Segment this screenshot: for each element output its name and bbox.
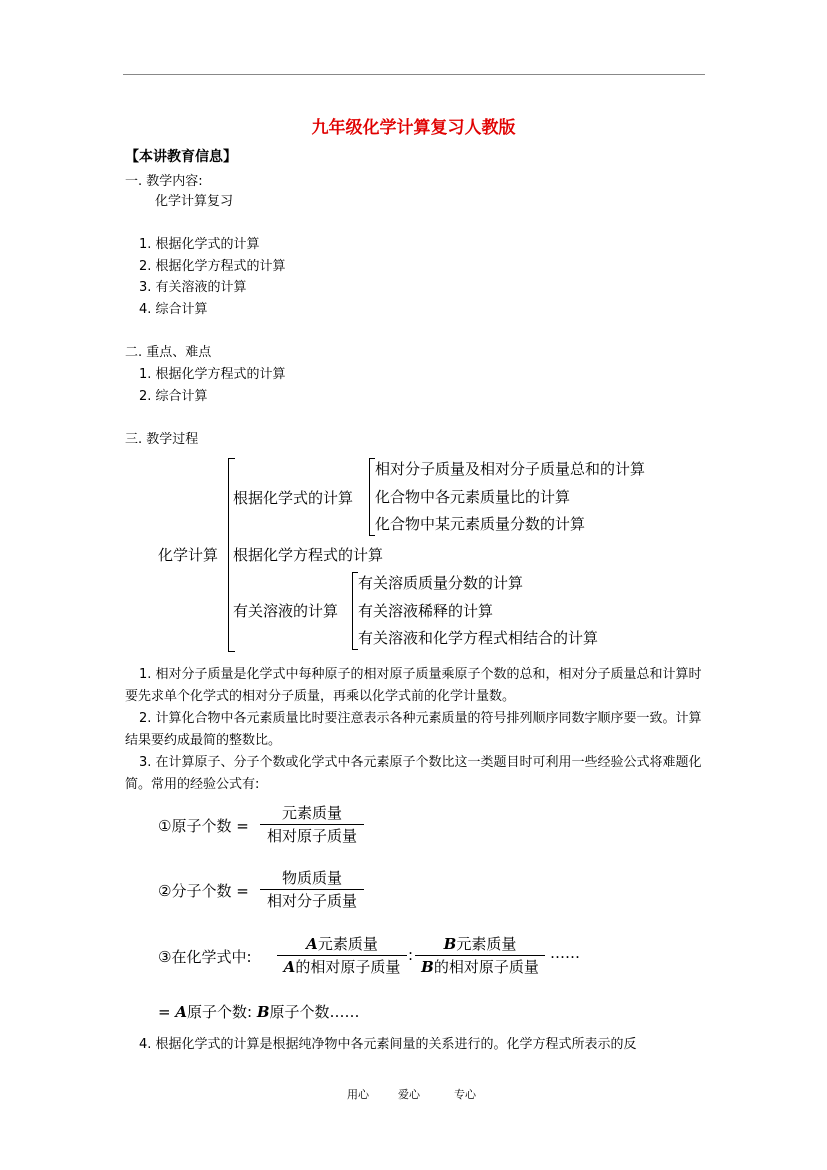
section-3-label: 三. 教学过程 [125,432,199,447]
formula-2-denominator: 相对分子质量 [266,892,357,910]
formula-3-ellipsis: …… [550,944,580,962]
formula-2-numerator: 物质质量 [260,867,364,890]
formula-3-b-numerator: 元素质量 [456,935,517,953]
element-b-symbol: B [421,958,434,976]
element-a-symbol: A [306,935,318,953]
section-2-label: 二. 重点、难点 [125,345,212,360]
formula-1-fraction [260,802,364,847]
list-item: 3. 有关溶液的计算 [139,280,247,295]
formula-4-b-text: 原子个数…… [269,1003,360,1021]
tree-branch-formula: 根据化学式的计算 [233,489,354,507]
equals-sign: = [158,1003,171,1021]
element-b-symbol: B [256,1003,270,1021]
list-item: 1. 根据化学方程式的计算 [139,367,286,382]
list-item: 2. 综合计算 [139,389,208,404]
tree-branch-equation: 根据化学方程式的计算 [233,546,384,564]
tree-leaf: 有关溶液和化学方程式相结合的计算 [358,629,599,647]
formula-2-lhs: ②分子个数 = [158,882,249,900]
formula-3-a-numerator: 元素质量 [317,935,378,953]
formula-1-numerator: 元素质量 [260,802,364,825]
tree-root: 化学计算 [158,546,219,564]
paragraph-4: 4. 根据化学式的计算是根据纯净物中各元素间量的关系进行的。化学方程式所表示的反 [139,1037,637,1052]
footer-text: 专心 [454,1088,476,1101]
section-header: 【本讲教育信息】 [125,149,237,165]
tree-leaf: 相对分子质量及相对分子质量总和的计算 [375,460,646,478]
section-1-label: 一. 教学内容: [125,174,203,189]
section-1-sub: 化学计算复习 [155,194,234,209]
paragraph-3: 3. 在计算原子、分子个数或化学式中各元素原子个数比这一类题目时可利用一些经验公式将难题化简。常用的经验公式有: [125,755,702,792]
element-b-symbol: B [443,935,457,953]
header-rule [123,74,705,75]
paragraph-1: 1. 相对分子质量是化学式中每种原子的相对原子质量乘原子个数的总和，相对分子质量总和计算时要先求单个化学式的相对分子质量，再乘以化学式前的化学计量数。 [125,667,702,704]
formula-3-fraction-b [415,933,545,978]
element-a-symbol: A [283,958,296,976]
tree-leaf: 化合物中各元素质量比的计算 [375,488,571,506]
footer-text: 爱心 [398,1088,420,1101]
document-title: 九年级化学计算复习人教版 [311,118,516,138]
formula-3-a-denominator: 的相对原子质量 [295,958,401,976]
formula-1-lhs: ①原子个数 = [158,817,249,835]
footer-text: 用心 [347,1088,369,1101]
formula-3-b-denominator: 的相对原子质量 [433,958,539,976]
paragraph-2: 2. 计算化合物中各元素质量比时要注意表示各种元素质量的符号排列顺序同数字顺序要一致。计算结果要约成最简的整数比。 [125,711,702,748]
list-item: 4. 综合计算 [139,302,208,317]
formula-3-lhs: ③在化学式中: [158,948,252,966]
formula-1-denominator: 相对原子质量 [266,827,357,845]
list-item: 1. 根据化学式的计算 [139,237,260,252]
tree-leaf: 化合物中某元素质量分数的计算 [375,515,586,533]
formula-4 [158,1001,360,1022]
formula-4-a-text: 原子个数: [187,1003,253,1021]
tree-leaf: 有关溶液稀释的计算 [358,602,494,620]
tree-leaf: 有关溶质质量分数的计算 [358,574,524,592]
element-a-symbol: A [175,1003,187,1021]
ratio-separator: : [408,946,414,964]
formula-2-fraction [260,867,364,912]
tree-branch-solution: 有关溶液的计算 [233,602,339,620]
list-item: 2. 根据化学方程式的计算 [139,259,286,274]
formula-3-fraction-a [277,933,407,978]
